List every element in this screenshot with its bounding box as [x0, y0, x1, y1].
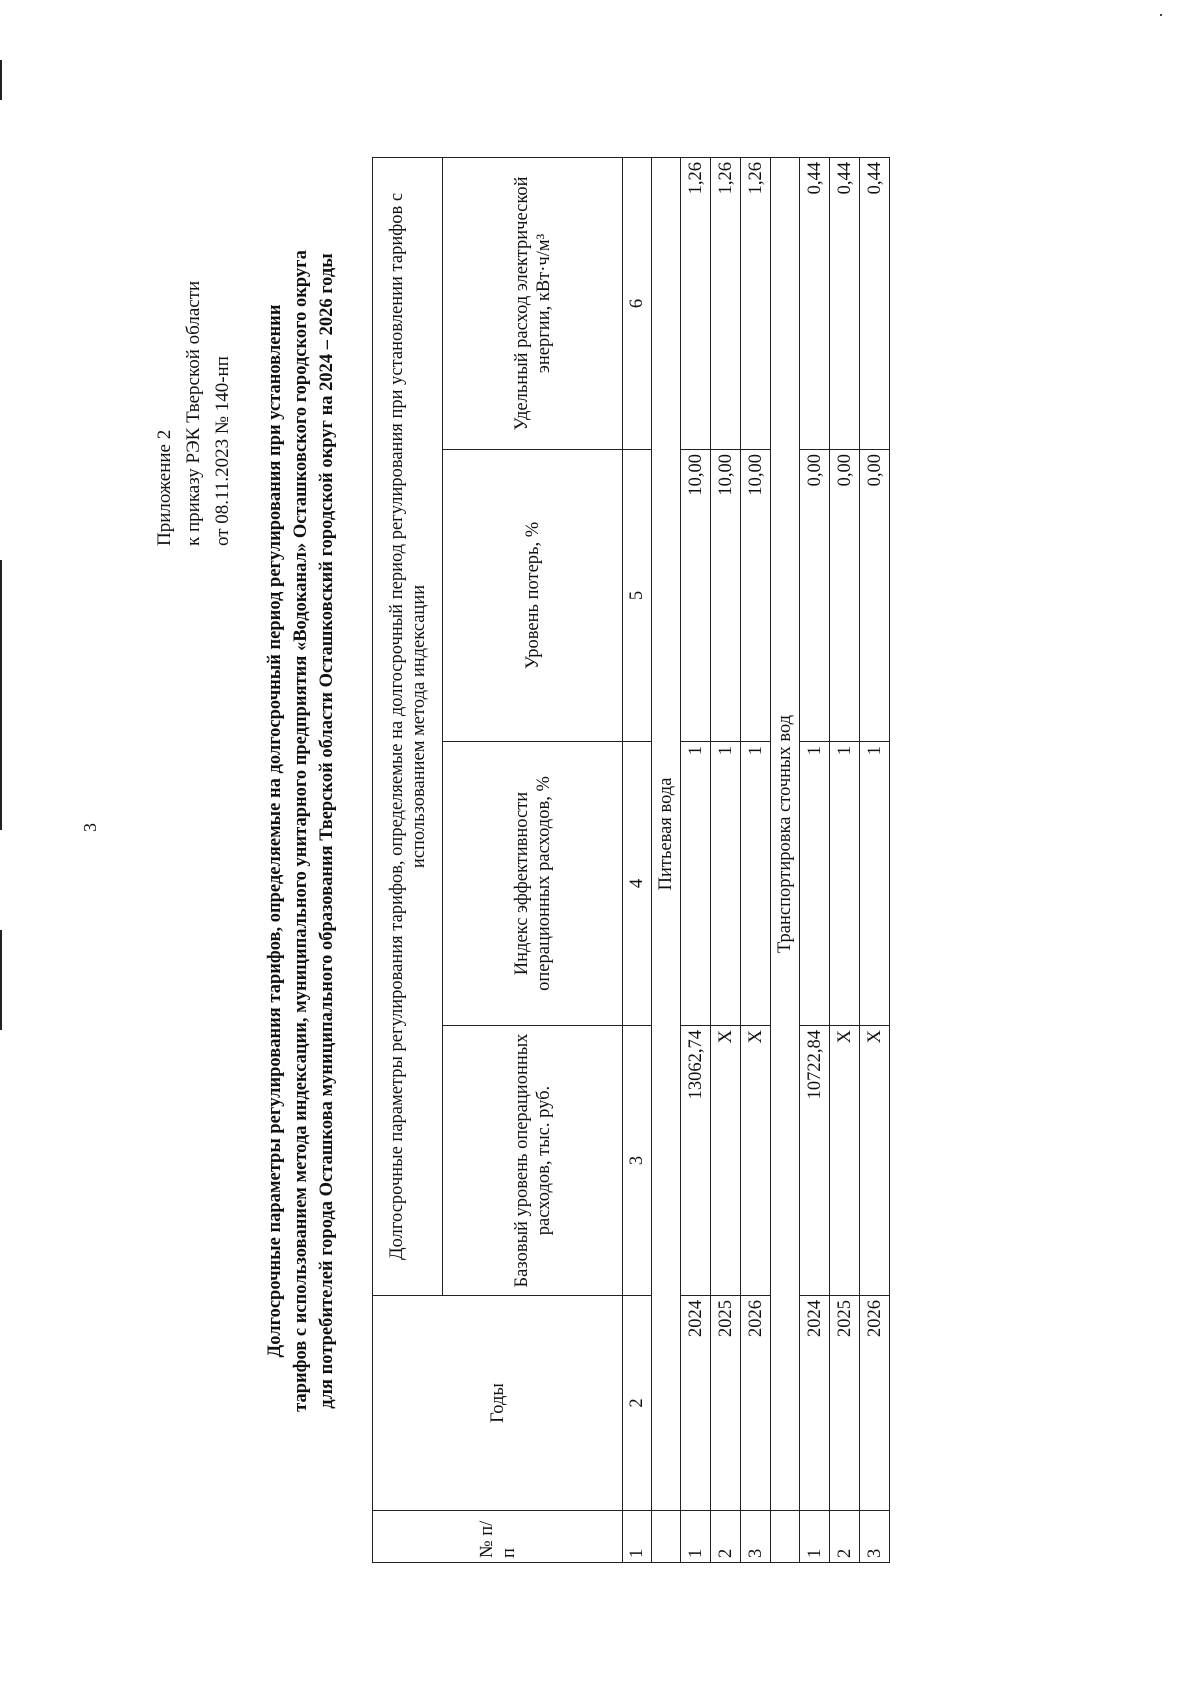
row-energy-consumption: 1,26: [741, 157, 771, 449]
header-base-opex: Базовый уровень операционных расходов, тыс. руб.: [443, 1026, 623, 1296]
section-row: [652, 157, 681, 1562]
table-row: [741, 157, 771, 1562]
row-efficiency-index: 1: [681, 742, 711, 1026]
table-row: [711, 157, 741, 1562]
table-row: [860, 157, 890, 1562]
row-number: 3: [860, 1511, 890, 1563]
row-number: 2: [711, 1511, 741, 1563]
table-row: [681, 157, 711, 1562]
row-efficiency-index: 1: [741, 742, 771, 1026]
row-energy-consumption: 0,44: [800, 157, 830, 449]
page-number: 3: [80, 823, 100, 832]
header-loss-level: Уровень потерь, %: [443, 450, 623, 742]
row-energy-consumption: 0,44: [860, 157, 890, 449]
row-energy-consumption: 1,26: [681, 157, 711, 449]
title-line: тарифов с использованием метода индексации, муниципального унитарного предприятия «Водоканал» Осташковского городского округа: [291, 250, 311, 1412]
row-year: 2026: [860, 1296, 890, 1511]
row-efficiency-index: 1: [800, 742, 830, 1026]
column-number: 1: [623, 1511, 652, 1563]
row-base-opex: Х: [860, 1026, 890, 1296]
header-group: Долгосрочные параметры регулирования тарифов, определяемые на долгосрочный период регулирования при установлении тарифов с использованием метода индексации: [373, 157, 443, 1295]
header-energy-consumption: Удельный расход электрической энергии, кВт·ч/м³: [443, 157, 623, 449]
row-energy-consumption: 1,26: [711, 157, 741, 449]
row-energy-consumption: 0,44: [830, 157, 860, 449]
column-number: 5: [623, 450, 652, 742]
section-title: Транспортировка сточных вод: [771, 157, 800, 1510]
row-base-opex: Х: [830, 1026, 860, 1296]
row-year: 2024: [800, 1296, 830, 1511]
row-number: 1: [681, 1511, 711, 1563]
appendix-line: Приложение 2: [154, 429, 175, 546]
row-loss-level: 10,00: [741, 450, 771, 742]
column-number: 2: [623, 1296, 652, 1511]
row-number: 3: [741, 1511, 771, 1563]
row-base-opex: Х: [741, 1026, 771, 1296]
header-efficiency-index: Индекс эффективности операционных расходов, %: [443, 742, 623, 1026]
header-years: Годы: [373, 1296, 623, 1511]
table-row: [830, 157, 860, 1562]
row-number: 1: [800, 1511, 830, 1563]
row-year: 2024: [681, 1296, 711, 1511]
title-line: Долгосрочные параметры регулирования тарифов, определяемые на долгосрочный период регулирования при установлении: [265, 304, 285, 1358]
row-base-opex: 13062,74: [681, 1026, 711, 1296]
tariff-parameters-table: [372, 157, 890, 1563]
title-line: для потребителей города Осташкова муниципального образования Тверской области Осташковский городской округ на 2024 – 2026 годы: [317, 253, 337, 1409]
row-efficiency-index: 1: [860, 742, 890, 1026]
row-base-opex: Х: [711, 1026, 741, 1296]
section-row: [771, 157, 800, 1562]
row-year: 2025: [711, 1296, 741, 1511]
section-spacer: [652, 1511, 681, 1563]
column-number: 4: [623, 742, 652, 1026]
document-title: [262, 166, 340, 1496]
row-efficiency-index: 1: [830, 742, 860, 1026]
header-number: № п/п: [373, 1511, 623, 1563]
row-loss-level: 10,00: [711, 450, 741, 742]
column-number: 3: [623, 1026, 652, 1296]
row-loss-level: 10,00: [681, 450, 711, 742]
row-year: 2025: [830, 1296, 860, 1511]
section-title: Питьевая вода: [652, 157, 681, 1510]
appendix-line: к приказу РЭК Тверской области: [183, 280, 204, 546]
column-number: 6: [623, 157, 652, 449]
section-spacer: [771, 1511, 800, 1563]
table-row: [800, 157, 830, 1562]
column-number-row: [623, 157, 652, 1562]
row-base-opex: 10722,84: [800, 1026, 830, 1296]
row-efficiency-index: 1: [711, 742, 741, 1026]
appendix-line: от 08.11.2023 № 140-нп: [212, 356, 233, 546]
row-loss-level: 0,00: [860, 450, 890, 742]
appendix-block: [150, 281, 237, 546]
row-loss-level: 0,00: [800, 450, 830, 742]
row-year: 2026: [741, 1296, 771, 1511]
row-number: 2: [830, 1511, 860, 1563]
row-loss-level: 0,00: [830, 450, 860, 742]
